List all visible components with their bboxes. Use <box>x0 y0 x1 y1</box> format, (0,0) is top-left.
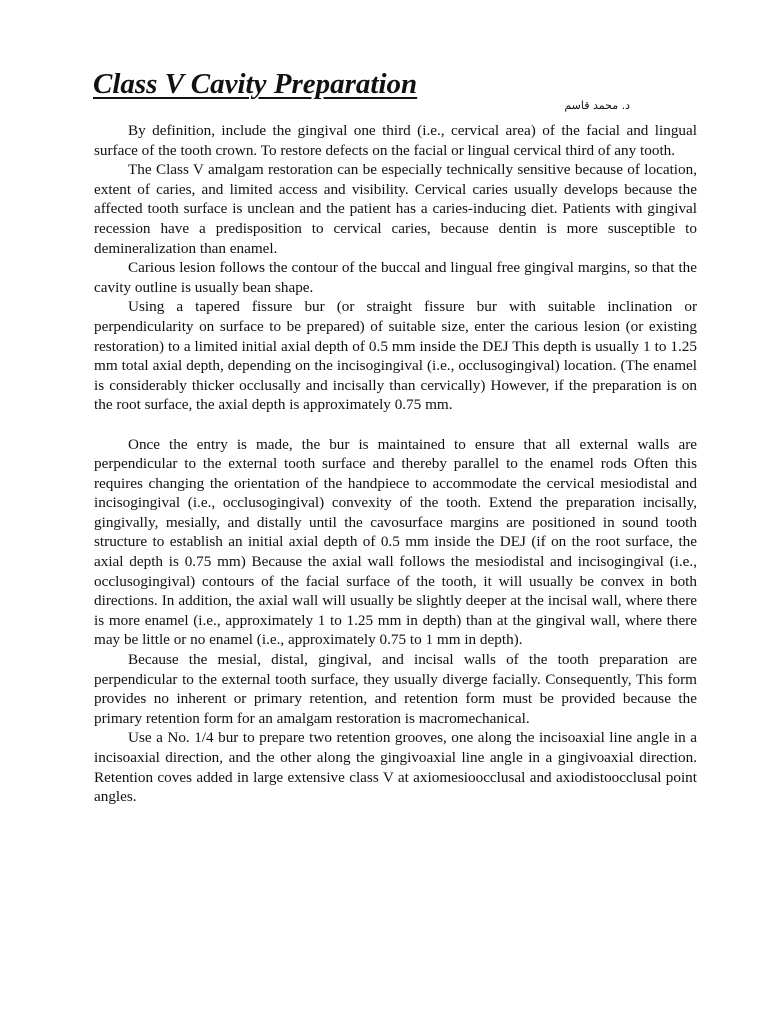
paragraph-carious-lesion: Carious lesion follows the contour of the buccal and lingual free gingival margins, so that the cavity outline is usually bean shape. <box>94 259 697 296</box>
paragraph-initial-entry: Using a tapered fissure bur (or straight fissure bur with suitable inclination or perpendicularity on surface to be prepared) of suitable size, enter the carious lesion (or existing restoration) to a limited initial axial depth of 0.5 mm inside the DEJ This depth is usually 1 to 1.25 mm total axial depth, depending on the incisogingival (i.e., occlusogingival) location. (The enamel is considerably thicker occlusally and incisally than cervically) However, if the preparation is on the root surface, the axial depth is approximately 0.75 mm. <box>94 298 697 414</box>
paragraph-technical-sensitivity: The Class V amalgam restoration can be especially technically sensitive because of location, extent of caries, and limited access and visibility. Cervical caries usually develops because the affected tooth surface is unclean and the patient has a caries-inducing diet. Patients with gingival recession have a predisposition to cervical caries, because dentin is more susceptible to demineralization than enamel. <box>94 161 697 257</box>
author-name: د. محمد قاسم <box>564 99 630 112</box>
paragraph-retention-form: Because the mesial, distal, gingival, and incisal walls of the tooth preparation are perpendicular to the external tooth surface, they usually diverge facially. Consequently, This form provides no inherent or primary retention, and retention form must be provided because the primary retention form for an amalgam restoration is macromechanical. <box>94 651 697 727</box>
document-body <box>94 121 697 807</box>
paragraph-external-walls: Once the entry is made, the bur is maintained to ensure that all external walls are perpendicular to the external tooth surface and thereby parallel to the enamel rods Often this requires changing the orientation of the handpiece to accommodate the cervical mesiodistal and incisogingival (i.e., occlusogingival) convexity of the tooth. Extend the preparation incisally, gingivally, mesially, and distally until the cavosurface margins are positioned in sound tooth structure to establish an initial axial depth of 0.5 mm inside the DEJ (if on the root surface, the axial depth is 0.75 mm) Because the axial wall follows the mesiodistal and incisogingival (i.e., occlusogingival) contours of the facial surface of the tooth, it will usually be convex in both directions. In addition, the axial wall will usually be slightly deeper at the incisal wall, where there is more enamel (i.e., approximately 1 to 1.25 mm in depth) than at the gingival wall, where there may be little or no enamel (i.e., approximately 0.75 to 1 mm in depth). <box>94 435 697 649</box>
paragraph-retention-grooves: Use a No. 1/4 bur to prepare two retention grooves, one along the incisoaxial line angle in a incisoaxial direction, and the other along the gingivoaxial line angle in a gingivoaxial direction. Retention coves added in large extensive class V at axiomesioocclusal and axiodistoocclusal point angles. <box>94 729 697 806</box>
paragraph-definition: By definition, include the gingival one third (i.e., cervical area) of the facial and lingual surface of the tooth crown. To restore defects on the facial or lingual cervical third of any tooth. <box>94 122 697 159</box>
page-title: Class V Cavity Preparation <box>93 68 418 100</box>
